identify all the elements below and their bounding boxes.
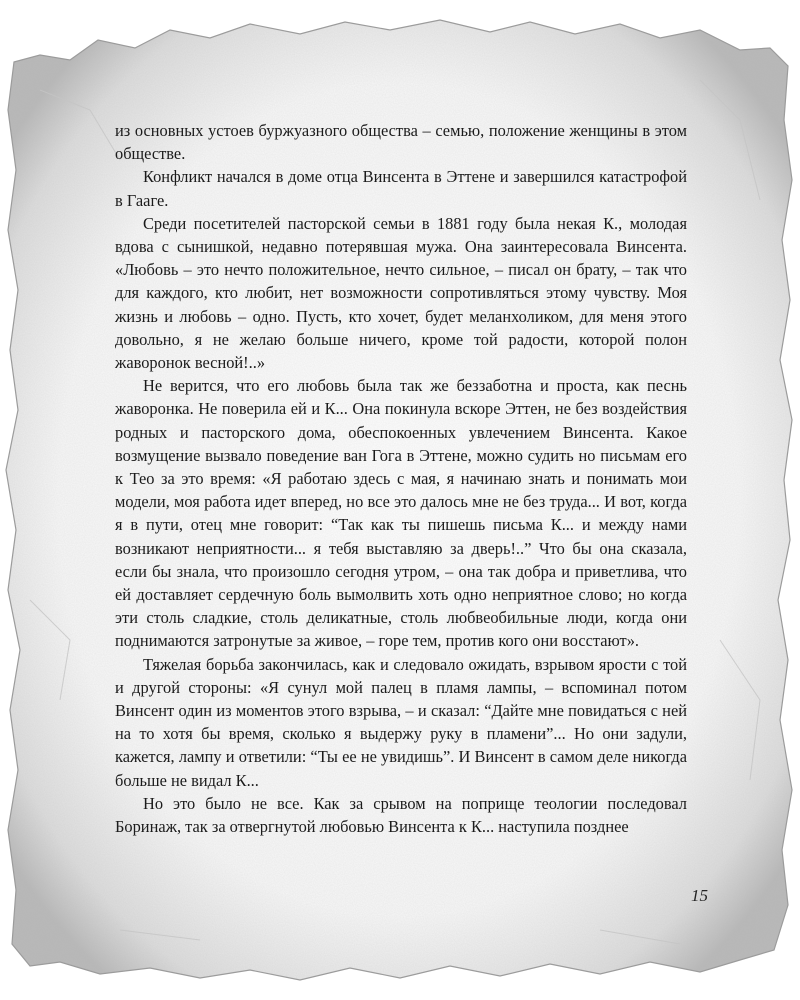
paragraph: Конфликт начался в доме отца Винсента в Эттене и завершился катастрофой в Гааге. [115, 167, 687, 210]
paragraph: Но это было не все. Как за срывом на поприще теологии последовал Боринаж, так за отвергнутой любовью Винсента к К... наступила позднее [115, 793, 687, 837]
paragraph: Не верится, что его любовь была так же беззаботна и проста, как песнь жаворонка. Не поверила ей и К... Она покинула вскоре Эттен, не без воздействия родных и пасторского дома, обеспокоенных увлечением Винсента. Какое возмущение вызвало поведение ван Гога в Эттене, можно судить но письмам его к Тео за это время: «Я работаю здесь с мая, я начинаю знать и понимать мои модели, моя работа идет вперед, но все это далось мне не без труда... И вот, когда я в пути, отец мне говорит: “Так как ты пишешь письма К... и между нами возникают неприятности... я тебя выставляю за дверь!..” Что бы она сказала, если бы знала, что произошло сегодня утром, – она так добра и приветлива, что ей доставляет сердечную боль вымолвить хоть одно неприятное слово; но когда эти столь сладкие, столь деликатные, столь любвеобильные люди, когда они поднимаются затронутые за живое, – горе тем, против кого они восстают». [115, 376, 687, 651]
paragraph: из основных устоев буржуазного общества – семью, положение женщины в этом обществе. [115, 121, 687, 164]
body-text [115, 119, 687, 838]
paragraph: Тяжелая борьба закончилась, как и следовало ожидать, взрывом ярости с той и другой стороны: «Я сунул мой палец в пламя лампы, – вспоминал потом Винсент один из моментов этого взрыва, – и сказал: “Дайте мне повидаться с ней на то хотя бы время, сколько я выдержу руку в пламени”... Но они задули, кажется, лампу и ответили: “Ты ее не увидишь”. И Винсент в самом деле никогда больше не видал К... [115, 654, 687, 790]
paragraph: Среди посетителей пасторской семьи в 1881 году была некая К., молодая вдова с сынишкой, недавно потерявшая мужа. Она заинтересовала Винсента. «Любовь – это нечто положительное, нечто сильное, – писал он брату, – так что для каждого, кто любит, нет возможности сопротивляться этому чувству. Моя жизнь и любовь – одно. Пусть, кто хочет, будет меланхоликом, для меня этого довольно, я не желаю больше ничего, кроме той радости, которой полон жаворонок весной!..» [115, 213, 687, 373]
page-number: 15 [691, 886, 708, 905]
